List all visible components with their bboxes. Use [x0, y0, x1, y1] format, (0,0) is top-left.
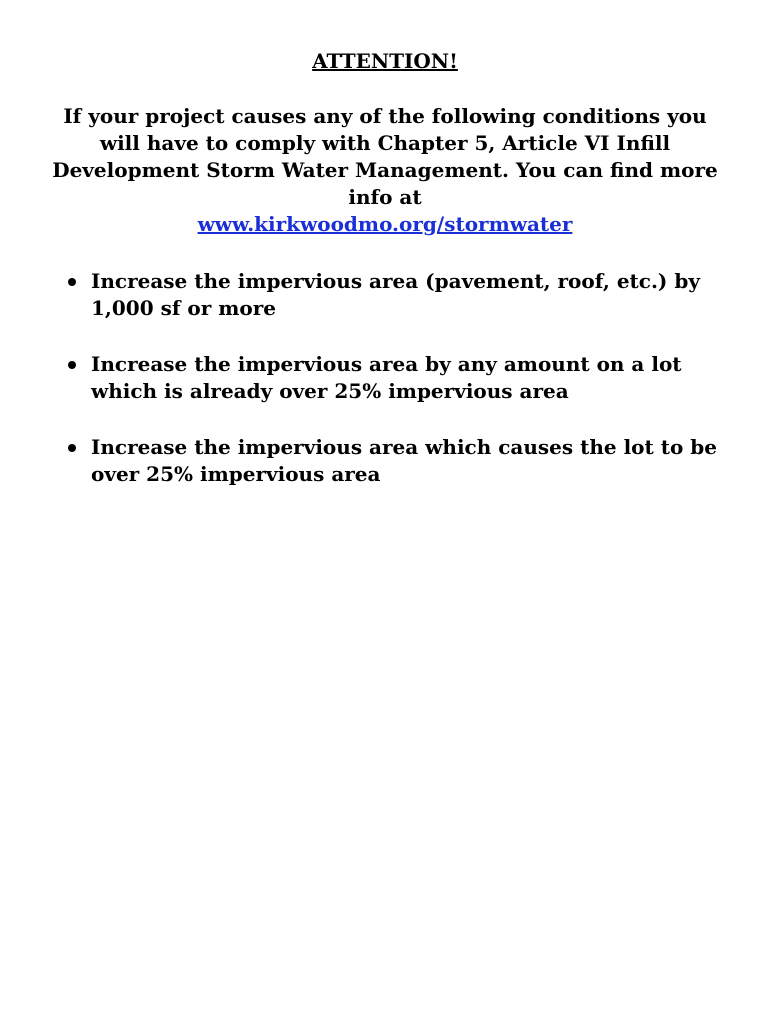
stormwater-link[interactable]: www.kirkwoodmo.org/stormwater: [197, 212, 573, 236]
bullet-icon: [68, 361, 76, 369]
intro-text: If your project causes any of the following conditions you will have to comply with Chapter 5, Article VI Infill Development Storm Water Management. You can find more info at: [52, 104, 718, 209]
conditions-list: [0, 268, 770, 517]
intro-link-line: [50, 211, 720, 238]
document-title: ATTENTION!: [312, 49, 458, 73]
list-item-text: Increase the impervious area (pavement, roof, etc.) by 1,000 sf or more: [91, 269, 700, 320]
list-item: [0, 351, 731, 405]
list-item: [0, 434, 731, 488]
bullet-icon: [68, 278, 76, 286]
intro-paragraph: [50, 103, 720, 238]
bullet-icon: [68, 444, 76, 452]
list-item: [0, 268, 731, 322]
list-item-text: Increase the impervious area which causes the lot to be over 25% impervious area: [91, 435, 717, 486]
list-item-text: Increase the impervious area by any amount on a lot which is already over 25% impervious area: [91, 352, 682, 403]
